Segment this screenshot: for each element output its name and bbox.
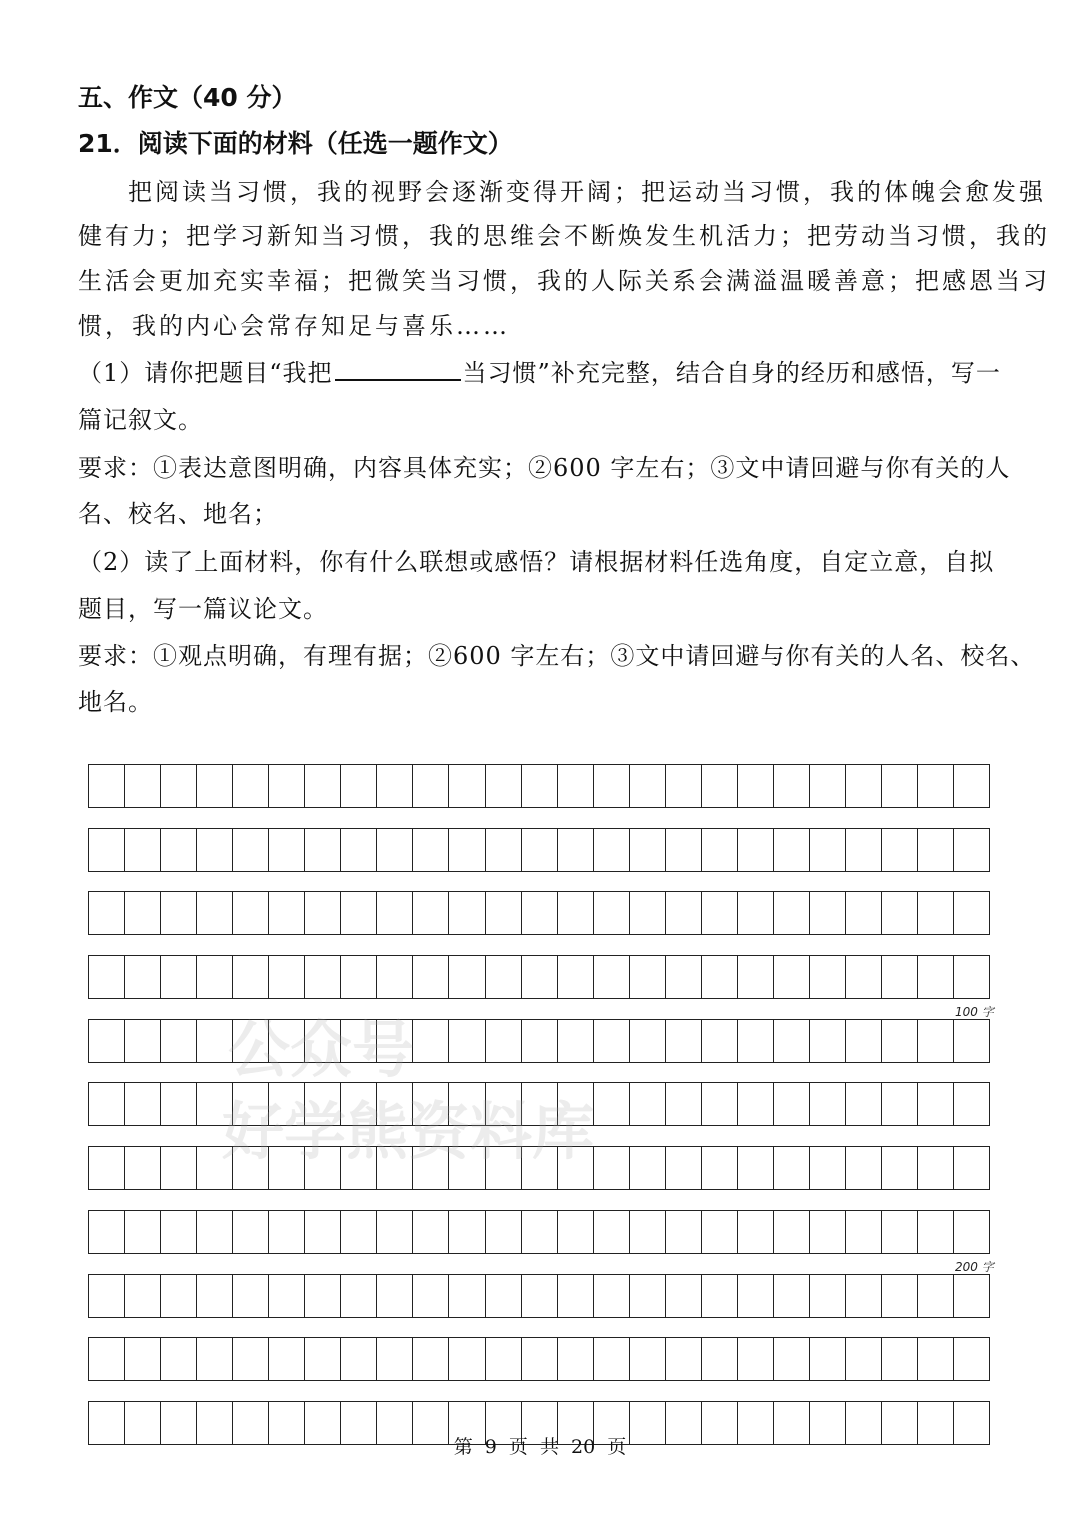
grid-cell[interactable] [125,1338,161,1380]
grid-cell[interactable] [666,1147,702,1189]
grid-cell[interactable] [810,829,846,871]
grid-cell[interactable] [738,956,774,998]
grid-cell[interactable] [89,892,125,934]
grid-cell[interactable] [522,956,558,998]
grid-cell[interactable] [954,892,989,934]
title-blank [335,357,461,381]
grid-cell[interactable] [882,1083,918,1125]
grid-cell[interactable] [954,1020,989,1062]
grid-cell[interactable] [522,829,558,871]
grid-cell[interactable] [846,956,882,998]
grid-cell[interactable] [449,1020,485,1062]
grid-cell[interactable] [702,956,738,998]
grid-cell[interactable] [486,1083,522,1125]
grid-cell[interactable] [666,1275,702,1317]
grid-cell[interactable] [125,1211,161,1253]
grid-cell[interactable] [305,892,341,934]
grid-cell[interactable] [558,829,594,871]
grid-cell[interactable] [594,1147,630,1189]
grid-cell[interactable] [233,1275,269,1317]
grid-row [88,1146,990,1190]
grid-cell[interactable] [522,1083,558,1125]
grid-cell[interactable] [558,1147,594,1189]
grid-cell[interactable] [269,765,305,807]
grid-cell[interactable] [522,1147,558,1189]
grid-cell[interactable] [702,765,738,807]
grid-cell[interactable] [413,956,449,998]
grid-cell[interactable] [161,1338,197,1380]
grid-cell[interactable] [341,829,377,871]
grid-cell[interactable] [846,1147,882,1189]
grid-cell[interactable] [810,1338,846,1380]
question-title: 21．阅读下面的材料（任选一题作文） [78,129,513,158]
grid-row [88,1082,990,1126]
grid-cell[interactable] [774,1338,810,1380]
grid-cell[interactable] [233,765,269,807]
grid-cell[interactable] [125,1147,161,1189]
grid-cell[interactable] [305,1338,341,1380]
grid-cell[interactable] [305,1020,341,1062]
grid-cell[interactable] [702,1211,738,1253]
grid-cell[interactable] [594,1275,630,1317]
grid-cell[interactable] [486,765,522,807]
grid-cell[interactable] [486,829,522,871]
grid-row [88,764,990,808]
grid-cell[interactable] [89,765,125,807]
grid-cell[interactable] [666,1083,702,1125]
grid-cell[interactable] [630,892,666,934]
grid-cell[interactable] [738,1211,774,1253]
grid-cell[interactable] [305,1275,341,1317]
grid-cell[interactable] [197,1147,233,1189]
grid-cell[interactable] [846,1275,882,1317]
grid-cell[interactable] [882,1211,918,1253]
grid-cell[interactable] [377,1275,413,1317]
grid-cell[interactable] [377,1338,413,1380]
grid-cell[interactable] [630,1083,666,1125]
grid-cell[interactable] [413,1338,449,1380]
grid-cell[interactable] [702,829,738,871]
grid-cell[interactable] [305,1083,341,1125]
grid-cell[interactable] [846,765,882,807]
grid-cell[interactable] [774,1275,810,1317]
grid-cell[interactable] [702,1275,738,1317]
grid-cell[interactable] [774,829,810,871]
grid-cell[interactable] [522,1211,558,1253]
grid-cell[interactable] [558,1083,594,1125]
grid-cell[interactable] [810,1020,846,1062]
grid-cell[interactable] [558,892,594,934]
grid-cell[interactable] [486,1338,522,1380]
grid-cell[interactable] [449,1147,485,1189]
grid-cell[interactable] [486,1211,522,1253]
grid-cell[interactable] [810,1275,846,1317]
grid-cell[interactable] [882,1147,918,1189]
grid-cell[interactable] [197,1211,233,1253]
grid-cell[interactable] [774,1147,810,1189]
grid-cell[interactable] [774,765,810,807]
grid-cell[interactable] [269,1020,305,1062]
grid-cell[interactable] [161,1147,197,1189]
grid-cell[interactable] [377,1147,413,1189]
grid-cell[interactable] [125,892,161,934]
grid-cell[interactable] [89,1338,125,1380]
grid-cell[interactable] [846,1020,882,1062]
grid-cell[interactable] [341,1020,377,1062]
grid-cell[interactable] [233,1211,269,1253]
grid-cell[interactable] [882,1020,918,1062]
grid-cell[interactable] [449,765,485,807]
grid-cell[interactable] [558,956,594,998]
grid-cell[interactable] [558,1211,594,1253]
grid-row [88,891,990,935]
grid-cell[interactable] [846,829,882,871]
grid-cell[interactable] [630,1275,666,1317]
grid-cell[interactable] [522,765,558,807]
grid-cell[interactable] [918,829,954,871]
grid-cell[interactable] [738,1147,774,1189]
grid-cell[interactable] [846,1083,882,1125]
grid-cell[interactable] [413,1020,449,1062]
grid-cell[interactable] [377,1083,413,1125]
grid-cell[interactable] [233,1083,269,1125]
grid-cell[interactable] [594,1020,630,1062]
grid-cell[interactable] [413,1275,449,1317]
grid-cell[interactable] [197,892,233,934]
grid-cell[interactable] [666,892,702,934]
grid-cell[interactable] [918,1275,954,1317]
grid-cell[interactable] [630,1147,666,1189]
grid-cell[interactable] [125,956,161,998]
grid-cell[interactable] [882,892,918,934]
grid-cell[interactable] [702,892,738,934]
grid-cell[interactable] [882,1338,918,1380]
grid-cell[interactable] [810,1083,846,1125]
grid-cell[interactable] [522,1020,558,1062]
grid-cell[interactable] [161,829,197,871]
grid-cell[interactable] [305,829,341,871]
grid-cell[interactable] [918,892,954,934]
grid-cell[interactable] [486,1275,522,1317]
grid-cell[interactable] [774,1211,810,1253]
grid-cell[interactable] [918,1020,954,1062]
prompt1-req-line1: 要求：①表达意图明确，内容具体充实；②600 字左右；③文中请回避与你有关的人 [78,454,1011,482]
grid-cell[interactable] [305,1211,341,1253]
prompt1-line1 [78,353,1001,388]
grid-cell[interactable] [413,765,449,807]
grid-cell[interactable] [882,829,918,871]
grid-cell[interactable] [486,1147,522,1189]
prompt1-line2: 篇记叙文。 [78,406,203,434]
prompt2-req-line1: 要求：①观点明确，有理有据；②600 字左右；③文中请回避与你有关的人名、校名、 [78,642,1036,670]
grid-cell[interactable] [161,1211,197,1253]
grid-cell[interactable] [377,1020,413,1062]
grid-cell[interactable] [738,892,774,934]
grid-cell[interactable] [161,1275,197,1317]
grid-cell[interactable] [702,1338,738,1380]
prompt1-line1-before: （1）请你把题目“我把 [78,359,333,387]
grid-cell[interactable] [449,1338,485,1380]
grid-cell[interactable] [269,1211,305,1253]
grid-cell[interactable] [197,1275,233,1317]
material-line-1: 把阅读当习惯，我的视野会逐渐变得开阔；把运动当习惯，我的体魄会愈发强 [128,178,1046,206]
grid-cell[interactable] [666,1020,702,1062]
grid-cell[interactable] [161,892,197,934]
grid-cell[interactable] [449,829,485,871]
prompt1-req-line2: 名、校名、地名； [78,500,278,528]
grid-cell[interactable] [233,892,269,934]
page-footer: 第 9 页 共 20 页 [453,1436,627,1458]
grid-cell[interactable] [125,829,161,871]
grid-cell[interactable] [918,1338,954,1380]
grid-cell[interactable] [269,829,305,871]
grid-cell[interactable] [89,1211,125,1253]
grid-cell[interactable] [774,956,810,998]
grid-row [88,955,990,999]
grid-cell[interactable] [413,1211,449,1253]
grid-cell[interactable] [702,1020,738,1062]
grid-cell[interactable] [125,1020,161,1062]
grid-cell[interactable] [522,1338,558,1380]
prompt1-line1-after: 当习惯”补充完整，结合自身的经历和感悟，写一 [462,359,1001,387]
grid-cell[interactable] [341,892,377,934]
grid-cell[interactable] [954,1083,989,1125]
grid-cell[interactable] [125,1083,161,1125]
grid-cell[interactable] [269,956,305,998]
grid-cell[interactable] [666,829,702,871]
grid-cell[interactable] [377,1211,413,1253]
grid-cell[interactable] [233,1338,269,1380]
grid-cell[interactable] [377,765,413,807]
grid-cell[interactable] [846,892,882,934]
grid-row [88,1274,990,1318]
grid-cell[interactable] [233,1147,269,1189]
grid-cell[interactable] [774,1020,810,1062]
grid-cell[interactable] [413,1083,449,1125]
grid-cell[interactable] [594,892,630,934]
grid-row [88,1337,990,1381]
grid-cell[interactable] [161,956,197,998]
grid-cell[interactable] [486,1020,522,1062]
grid-cell[interactable] [233,956,269,998]
grid-cell[interactable] [954,956,989,998]
grid-cell[interactable] [954,1211,989,1253]
grid-cell[interactable] [846,1338,882,1380]
grid-cell[interactable] [918,765,954,807]
grid-cell[interactable] [738,1083,774,1125]
grid-cell[interactable] [810,1147,846,1189]
grid-cell[interactable] [666,765,702,807]
grid-cell[interactable] [738,765,774,807]
grid-cell[interactable] [341,1275,377,1317]
grid-cell[interactable] [954,1275,989,1317]
grid-cell[interactable] [125,765,161,807]
grid-cell[interactable] [233,829,269,871]
grid-cell[interactable] [594,956,630,998]
grid-cell[interactable] [558,765,594,807]
grid-cell[interactable] [449,1275,485,1317]
grid-cell[interactable] [161,765,197,807]
grid-cell[interactable] [882,956,918,998]
grid-row [88,1019,990,1063]
grid-cell[interactable] [377,829,413,871]
grid-cell[interactable] [197,1338,233,1380]
grid-cell[interactable] [630,765,666,807]
grid-cell[interactable] [918,1083,954,1125]
grid-cell[interactable] [89,956,125,998]
grid-cell[interactable] [630,1338,666,1380]
grid-cell[interactable] [918,956,954,998]
grid-cell[interactable] [594,829,630,871]
grid-cell[interactable] [594,1083,630,1125]
watermark-line-2: 好学熊资料库 [222,1095,595,1168]
grid-cell[interactable] [341,1147,377,1189]
grid-cell[interactable] [341,956,377,998]
grid-cell[interactable] [630,1211,666,1253]
grid-cell[interactable] [89,1083,125,1125]
grid-cell[interactable] [449,1083,485,1125]
grid-cell[interactable] [630,956,666,998]
grid-cell[interactable] [269,892,305,934]
watermark-line-1: 公众号 [228,1013,415,1086]
grid-cell[interactable] [89,829,125,871]
grid-cell[interactable] [594,765,630,807]
grid-cell[interactable] [954,1338,989,1380]
grid-cell[interactable] [666,956,702,998]
grid-cell[interactable] [305,1147,341,1189]
grid-cell[interactable] [413,892,449,934]
grid-cell[interactable] [197,765,233,807]
grid-cell[interactable] [918,1147,954,1189]
grid-cell[interactable] [413,829,449,871]
material-line-3: 生活会更加充实幸福；把微笑当习惯，我的人际关系会满溢温暖善意；把感恩当习 [78,267,1050,295]
grid-cell[interactable] [341,765,377,807]
prompt2-line1: （2）读了上面材料，你有什么联想或感悟？请根据材料任选角度，自定立意，自拟 [78,548,995,576]
count-mark-200: 200 字 [955,1260,994,1274]
grid-cell[interactable] [630,1020,666,1062]
prompt2-req-line2: 地名。 [78,688,153,716]
count-mark-100: 100 字 [955,1005,994,1019]
grid-cell[interactable] [305,956,341,998]
grid-cell[interactable] [269,1147,305,1189]
grid-cell[interactable] [449,892,485,934]
grid-cell[interactable] [558,1020,594,1062]
grid-cell[interactable] [594,1338,630,1380]
material-line-4: 惯，我的内心会常存知足与喜乐…… [78,312,510,340]
grid-cell[interactable] [738,1275,774,1317]
grid-cell[interactable] [89,1275,125,1317]
grid-cell[interactable] [197,1020,233,1062]
grid-cell[interactable] [666,1211,702,1253]
grid-row [88,828,990,872]
grid-cell[interactable] [774,1083,810,1125]
grid-cell[interactable] [486,956,522,998]
grid-cell[interactable] [702,1147,738,1189]
grid-cell[interactable] [486,892,522,934]
grid-cell[interactable] [197,1083,233,1125]
grid-cell[interactable] [269,1275,305,1317]
grid-cell[interactable] [305,765,341,807]
grid-cell[interactable] [738,1338,774,1380]
grid-cell[interactable] [882,1275,918,1317]
grid-cell[interactable] [89,1147,125,1189]
grid-cell[interactable] [522,1275,558,1317]
grid-cell[interactable] [666,1338,702,1380]
prompt2-line2: 题目，写一篇议论文。 [78,595,328,623]
grid-cell[interactable] [810,1211,846,1253]
grid-cell[interactable] [341,1083,377,1125]
grid-cell[interactable] [558,1338,594,1380]
grid-cell[interactable] [269,1338,305,1380]
section-title: 五、作文（40 分） [78,83,297,112]
grid-cell[interactable] [702,1083,738,1125]
grid-cell[interactable] [918,1211,954,1253]
grid-cell[interactable] [738,1020,774,1062]
grid-cell[interactable] [161,1020,197,1062]
grid-cell[interactable] [810,956,846,998]
grid-cell[interactable] [558,1275,594,1317]
grid-cell[interactable] [449,1211,485,1253]
grid-cell[interactable] [233,1020,269,1062]
material-line-2: 健有力；把学习新知当习惯，我的思维会不断焕发生机活力；把劳动当习惯，我的 [78,222,1050,250]
grid-cell[interactable] [846,1211,882,1253]
grid-cell[interactable] [954,1147,989,1189]
grid-cell[interactable] [449,956,485,998]
grid-cell[interactable] [630,829,666,871]
grid-cell[interactable] [810,892,846,934]
grid-cell[interactable] [522,892,558,934]
grid-cell[interactable] [197,956,233,998]
grid-cell[interactable] [341,1338,377,1380]
grid-cell[interactable] [954,765,989,807]
grid-cell[interactable] [125,1275,161,1317]
grid-cell[interactable] [810,765,846,807]
grid-cell[interactable] [197,829,233,871]
grid-cell[interactable] [161,1083,197,1125]
grid-cell[interactable] [954,829,989,871]
grid-cell[interactable] [774,892,810,934]
grid-cell[interactable] [377,892,413,934]
grid-cell[interactable] [377,956,413,998]
grid-cell[interactable] [269,1083,305,1125]
grid-cell[interactable] [341,1211,377,1253]
grid-cell[interactable] [594,1211,630,1253]
grid-cell[interactable] [738,829,774,871]
grid-cell[interactable] [89,1020,125,1062]
grid-cell[interactable] [882,765,918,807]
grid-row [88,1210,990,1254]
grid-cell[interactable] [413,1147,449,1189]
